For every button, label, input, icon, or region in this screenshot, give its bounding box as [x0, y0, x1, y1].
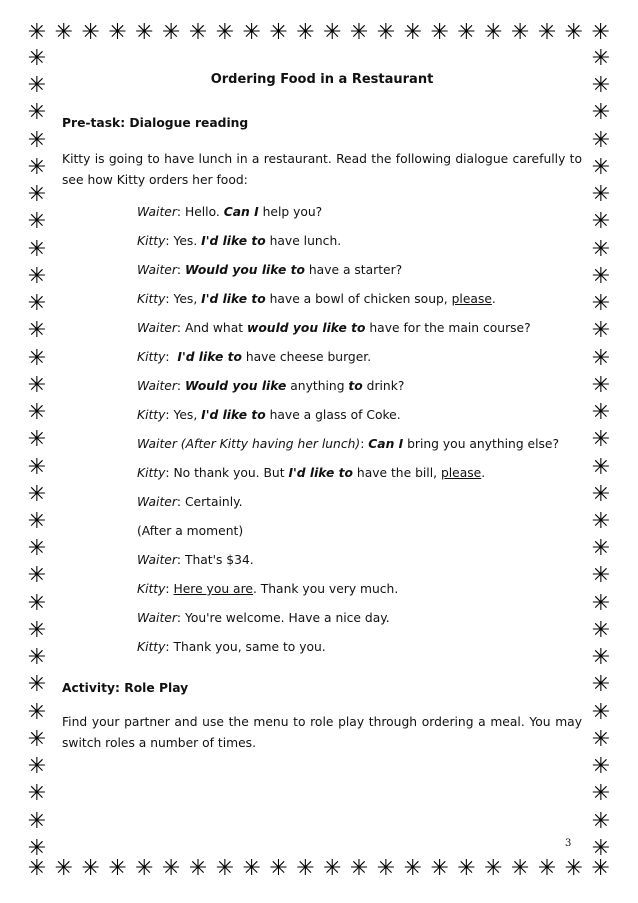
asterisk-star-icon: ✳	[591, 672, 611, 698]
asterisk-star-icon: ✳	[54, 20, 74, 45]
asterisk-star-icon: ✳	[591, 617, 611, 643]
asterisk-star-icon: ✳	[27, 508, 47, 534]
asterisk-star-icon: ✳	[591, 400, 611, 426]
asterisk-star-icon: ✳	[27, 590, 47, 616]
asterisk-star-icon: ✳	[27, 372, 47, 398]
asterisk-star-icon: ✳	[349, 856, 369, 881]
dialogue-line	[137, 609, 582, 638]
asterisk-star-icon: ✳	[591, 73, 611, 99]
dialogue-line	[137, 290, 582, 319]
asterisk-star-icon: ✳	[484, 20, 503, 45]
asterisk-star-icon: ✳	[591, 590, 611, 616]
asterisk-star-icon: ✳	[591, 454, 611, 480]
dialogue-line	[137, 203, 582, 232]
dialogue-line	[137, 551, 582, 580]
dialogue-text: No thank you. But	[173, 466, 289, 480]
asterisk-star-icon: ✳	[135, 856, 154, 881]
asterisk-star-icon: ✳	[591, 808, 611, 834]
dialogue-line	[137, 261, 582, 290]
page-border-top	[26, 22, 612, 44]
activity-heading: Activity: Role Play	[62, 681, 189, 695]
speaker-name: Waiter	[137, 611, 177, 625]
key-phrase: Would you like to	[184, 263, 305, 277]
asterisk-star-icon: ✳	[537, 856, 557, 881]
underlined-phrase: please	[451, 292, 492, 306]
speaker-name: Kitty	[137, 408, 166, 422]
asterisk-star-icon: ✳	[27, 835, 47, 861]
asterisk-star-icon: ✳	[162, 856, 181, 881]
dialogue-text: anything	[286, 379, 349, 393]
page-title: Ordering Food in a Restaurant	[210, 72, 434, 87]
dialogue-text: . Thank you very much.	[252, 582, 399, 596]
speaker-separator: :	[165, 640, 174, 654]
speaker-separator: :	[165, 408, 174, 422]
asterisk-star-icon: ✳	[27, 318, 47, 344]
speaker-separator: :	[165, 350, 178, 364]
dialogue-text: have a starter?	[304, 263, 403, 277]
pretask-heading: Pre-task: Dialogue reading	[62, 116, 249, 130]
asterisk-star-icon: ✳	[81, 856, 100, 881]
speaker-name: Kitty	[137, 640, 166, 654]
asterisk-star-icon: ✳	[27, 617, 47, 643]
dialogue-line	[137, 493, 582, 522]
speaker-name: Waiter	[137, 495, 177, 509]
dialogue-line	[137, 580, 582, 609]
speaker-name: Waiter	[137, 321, 177, 335]
asterisk-star-icon: ✳	[269, 20, 288, 45]
asterisk-star-icon: ✳	[484, 856, 503, 881]
asterisk-star-icon: ✳	[591, 263, 611, 289]
asterisk-star-icon: ✳	[349, 20, 369, 45]
asterisk-star-icon: ✳	[591, 372, 611, 398]
speaker-separator: :	[176, 611, 185, 625]
asterisk-star-icon: ✳	[430, 20, 449, 45]
speaker-separator: :	[165, 466, 174, 480]
dialogue-text: have for the main course?	[365, 321, 531, 335]
asterisk-star-icon: ✳	[242, 20, 261, 45]
asterisk-star-icon: ✳	[591, 856, 610, 881]
asterisk-star-icon: ✳	[591, 536, 611, 562]
page-border-right	[590, 48, 612, 860]
asterisk-star-icon: ✳	[376, 856, 396, 881]
key-phrase: Can I	[368, 437, 404, 451]
asterisk-star-icon: ✳	[296, 856, 315, 881]
asterisk-star-icon: ✳	[215, 20, 235, 45]
asterisk-star-icon: ✳	[591, 699, 611, 725]
dialogue-line	[137, 348, 582, 377]
asterisk-star-icon: ✳	[457, 856, 476, 881]
dialogue-text: have lunch.	[265, 234, 342, 248]
asterisk-star-icon: ✳	[27, 236, 47, 262]
asterisk-star-icon: ✳	[27, 427, 47, 453]
dialogue-text: Yes.	[173, 234, 202, 248]
speaker-name: Waiter	[137, 205, 177, 219]
asterisk-star-icon: ✳	[27, 536, 47, 562]
asterisk-star-icon: ✳	[54, 856, 74, 881]
page-border-bottom	[26, 858, 612, 880]
asterisk-star-icon: ✳	[108, 856, 127, 881]
underlined-phrase: Here you are	[173, 582, 253, 596]
speaker-separator: :	[176, 495, 185, 509]
asterisk-star-icon: ✳	[510, 856, 530, 881]
asterisk-star-icon: ✳	[27, 154, 47, 180]
dialogue-line	[137, 435, 582, 464]
dialogue-text: .	[481, 466, 486, 480]
activity-text: Find your partner and use the menu to role play through ordering a meal. You may switch roles a number of times.	[62, 715, 582, 750]
asterisk-star-icon: ✳	[27, 46, 47, 71]
asterisk-star-icon: ✳	[27, 781, 47, 807]
asterisk-star-icon: ✳	[537, 20, 557, 45]
asterisk-star-icon: ✳	[81, 20, 100, 45]
asterisk-star-icon: ✳	[510, 20, 530, 45]
asterisk-star-icon: ✳	[188, 856, 208, 881]
asterisk-star-icon: ✳	[403, 20, 423, 45]
speaker-name: Kitty	[137, 582, 166, 596]
asterisk-star-icon: ✳	[27, 672, 47, 698]
asterisk-star-icon: ✳	[591, 127, 611, 153]
dialogue-text: drink?	[362, 379, 405, 393]
dialogue-line	[137, 638, 582, 667]
page-number: 3	[565, 838, 572, 849]
asterisk-star-icon: ✳	[27, 808, 47, 834]
dialogue-text: And what	[184, 321, 247, 335]
dialogue-text: have a glass of Coke.	[265, 408, 401, 422]
dialogue-text: have cheese burger.	[241, 350, 372, 364]
asterisk-star-icon: ✳	[564, 20, 584, 45]
asterisk-star-icon: ✳	[591, 209, 611, 235]
asterisk-star-icon: ✳	[591, 835, 611, 861]
dialogue-text: That's $34.	[184, 553, 254, 567]
speaker-separator: :	[165, 292, 174, 306]
asterisk-star-icon: ✳	[27, 754, 47, 780]
speaker-name: Kitty	[137, 350, 166, 364]
asterisk-star-icon: ✳	[27, 20, 47, 45]
dialogue-text: Thank you, same to you.	[173, 640, 326, 654]
asterisk-star-icon: ✳	[242, 856, 261, 881]
asterisk-star-icon: ✳	[591, 726, 611, 752]
asterisk-star-icon: ✳	[591, 645, 611, 671]
asterisk-star-icon: ✳	[591, 345, 611, 371]
dialogue-text: Yes,	[173, 408, 202, 422]
speaker-name: Waiter	[137, 263, 177, 277]
asterisk-star-icon: ✳	[27, 182, 47, 208]
asterisk-star-icon: ✳	[27, 726, 47, 752]
speaker-separator: :	[176, 379, 185, 393]
speaker-separator: :	[165, 234, 174, 248]
asterisk-star-icon: ✳	[269, 856, 288, 881]
key-phrase: I'd like to	[177, 350, 242, 364]
asterisk-star-icon: ✳	[430, 856, 449, 881]
key-phrase: I'd like to	[201, 408, 266, 422]
dialogue-line	[137, 522, 582, 551]
speaker-name: Kitty	[137, 292, 166, 306]
dialogue-text: bring you anything else?	[403, 437, 560, 451]
asterisk-star-icon: ✳	[591, 508, 611, 534]
asterisk-star-icon: ✳	[108, 20, 127, 45]
key-phrase: would you like to	[247, 321, 366, 335]
dialogue-text: have a bowl of chicken soup,	[265, 292, 452, 306]
asterisk-star-icon: ✳	[591, 291, 611, 317]
speaker-name: Waiter	[137, 379, 177, 393]
asterisk-star-icon: ✳	[162, 20, 181, 45]
speaker-separator: :	[176, 553, 185, 567]
asterisk-star-icon: ✳	[457, 20, 476, 45]
key-phrase: I'd like to	[288, 466, 353, 480]
asterisk-star-icon: ✳	[135, 20, 154, 45]
underlined-phrase: please	[440, 466, 482, 480]
dialogue-text: help you?	[258, 205, 323, 219]
dialogue-line	[137, 464, 582, 493]
dialogue-line	[137, 377, 582, 406]
dialogue-line	[137, 406, 582, 435]
asterisk-star-icon: ✳	[376, 20, 396, 45]
dialogue-list	[62, 203, 582, 667]
key-phrase: to	[348, 379, 363, 393]
key-phrase: Can I	[223, 205, 259, 219]
asterisk-star-icon: ✳	[27, 291, 47, 317]
asterisk-star-icon: ✳	[296, 20, 315, 45]
speaker-name: Kitty	[137, 234, 166, 248]
asterisk-star-icon: ✳	[591, 182, 611, 208]
asterisk-star-icon: ✳	[591, 100, 611, 126]
asterisk-star-icon: ✳	[27, 100, 47, 126]
asterisk-star-icon: ✳	[591, 46, 611, 71]
asterisk-star-icon: ✳	[27, 400, 47, 426]
asterisk-star-icon: ✳	[27, 699, 47, 725]
speaker-separator: :	[360, 437, 369, 451]
dialogue-text: You're welcome. Have a nice day.	[184, 611, 390, 625]
dialogue-text: have the bill,	[353, 466, 441, 480]
key-phrase: I'd like to	[201, 234, 266, 248]
asterisk-star-icon: ✳	[403, 856, 423, 881]
speaker-separator: :	[176, 205, 185, 219]
pretask-intro: Kitty is going to have lunch in a restaurant. Read the following dialogue carefully to see how Kitty orders her food:	[62, 152, 582, 187]
asterisk-star-icon: ✳	[27, 209, 47, 235]
dialogue-text: (After a moment)	[137, 524, 244, 538]
asterisk-star-icon: ✳	[591, 781, 611, 807]
dialogue-text: Hello.	[184, 205, 224, 219]
asterisk-star-icon: ✳	[591, 20, 610, 45]
speaker-separator: :	[165, 582, 174, 596]
speaker-name: Waiter	[137, 553, 177, 567]
dialogue-line	[137, 232, 582, 261]
asterisk-star-icon: ✳	[188, 20, 208, 45]
dialogue-line	[137, 319, 582, 348]
asterisk-star-icon: ✳	[564, 856, 584, 881]
speaker-name: Kitty	[137, 466, 166, 480]
asterisk-star-icon: ✳	[591, 318, 611, 344]
asterisk-star-icon: ✳	[591, 481, 611, 507]
dialogue-text: Yes,	[173, 292, 202, 306]
asterisk-star-icon: ✳	[591, 236, 611, 262]
dialogue-text: .	[491, 292, 496, 306]
speaker-separator: :	[176, 263, 185, 277]
key-phrase: I'd like to	[201, 292, 266, 306]
asterisk-star-icon: ✳	[323, 20, 342, 45]
page-border-left	[26, 48, 48, 860]
asterisk-star-icon: ✳	[591, 754, 611, 780]
asterisk-star-icon: ✳	[27, 645, 47, 671]
asterisk-star-icon: ✳	[591, 154, 611, 180]
asterisk-star-icon: ✳	[323, 856, 342, 881]
asterisk-star-icon: ✳	[27, 73, 47, 99]
asterisk-star-icon: ✳	[27, 454, 47, 480]
speaker-name: Waiter (After Kitty having her lunch)	[137, 437, 361, 451]
asterisk-star-icon: ✳	[27, 856, 47, 881]
asterisk-star-icon: ✳	[27, 563, 47, 589]
asterisk-star-icon: ✳	[591, 427, 611, 453]
asterisk-star-icon: ✳	[27, 127, 47, 153]
speaker-separator: :	[176, 321, 185, 335]
worksheet-content	[62, 60, 582, 754]
key-phrase: Would you like	[184, 379, 287, 393]
asterisk-star-icon: ✳	[591, 563, 611, 589]
asterisk-star-icon: ✳	[27, 481, 47, 507]
asterisk-star-icon: ✳	[27, 345, 47, 371]
dialogue-text: Certainly.	[184, 495, 243, 509]
asterisk-star-icon: ✳	[215, 856, 235, 881]
asterisk-star-icon: ✳	[27, 263, 47, 289]
